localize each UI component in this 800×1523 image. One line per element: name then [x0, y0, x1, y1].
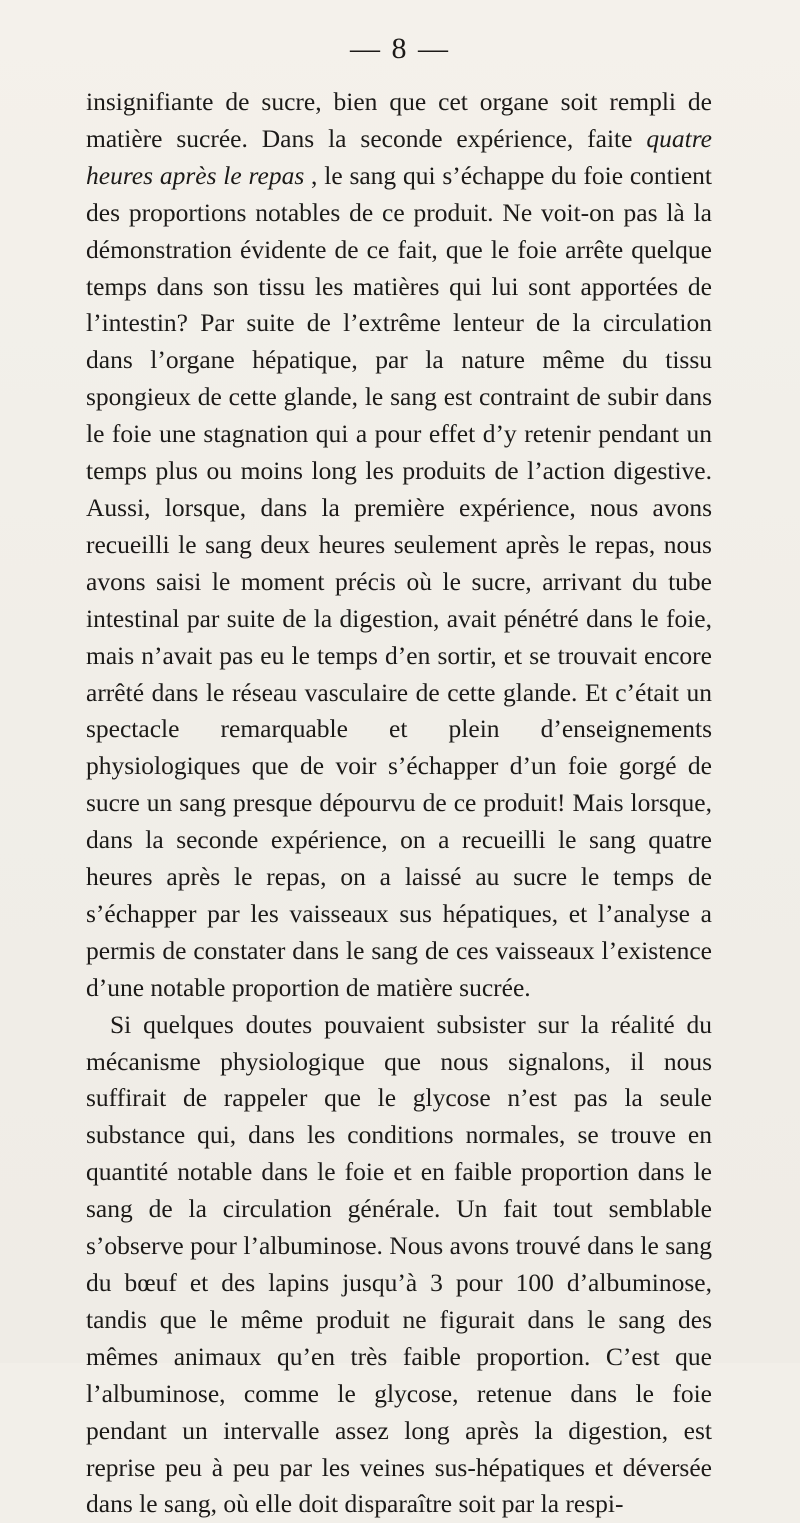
- body-text: [86, 84, 712, 1523]
- page-number: — 8 —: [350, 32, 450, 65]
- paragraph-1-text-rest: , le sang qui s’échappe du foie contient des proportions notables de ce produit. Ne voit-on pas là la démonstration évidente de ce fait, que le foie arrête quelque temps dans son tissu les matières qui lui sont apportées de l’intestin? Par suite de l’extrême lenteur de la circulation dans l’organe hépatique, par la nature même du tissu spongieux de cette glande, le sang est contraint de subir dans le foie une stagnation qui a pour effet d’y retenir pendant un temps plus ou moins long les produits de l’action digestive. Aussi, lorsque, dans la première expérience, nous avons recueilli le sang deux heures seulement après le repas, nous avons saisi le moment précis où le sucre, arrivant du tube intestinal par suite de la digestion, avait pénétré dans le foie, mais n’avait pas eu le temps d’en sortir, et se trouvait encore arrêté dans le réseau vasculaire de cette glande. Et c’était un spectacle remarquable et plein d’enseignements physiologiques que de voir s’échapper d’un foie gorgé de sucre un sang presque dépourvu de ce produit! Mais lorsque, dans la seconde expérience, on a recueilli le sang quatre heures après le repas, on a laissé au sucre le temps de s’échapper par les vaisseaux sus hépatiques, et l’analyse a permis de constater dans le sang de ces vaisseaux l’existence d’une notable proportion de matière sucrée.: [86, 160, 713, 1002]
- paragraph-2: Si quelques doutes pouvaient subsister sur la réalité du mécanisme physiologique que nous signalons, il nous suffirait de rappeler que le glycose n’est pas la seule substance qui, dans les conditions normales, se trouve en quantité notable dans le foie et en faible proportion dans le sang de la circulation générale. Un fait tout semblable s’observe pour l’albuminose. Nous avons trouvé dans le sang du bœuf et des lapins jusqu’à 3 pour 100 d’albuminose, tandis que le même produit ne figurait dans le sang des mêmes animaux qu’en très faible proportion. C’est que l’albuminose, comme le glycose, retenue dans le foie pendant un intervalle assez long après la digestion, est reprise peu à peu par les veines sus-hépatiques et déversée dans le sang, où elle doit disparaître soit par la respi-: [86, 1009, 712, 1519]
- paragraph-1-italic-phrase: quatre heures après le repas: [86, 123, 712, 190]
- paragraph-1-text-start: insignifiante de sucre, bien que cet organe soit rempli de matière sucrée. Dans la seconde expérience, faite: [86, 87, 712, 153]
- paragraph-1: [86, 84, 712, 1007]
